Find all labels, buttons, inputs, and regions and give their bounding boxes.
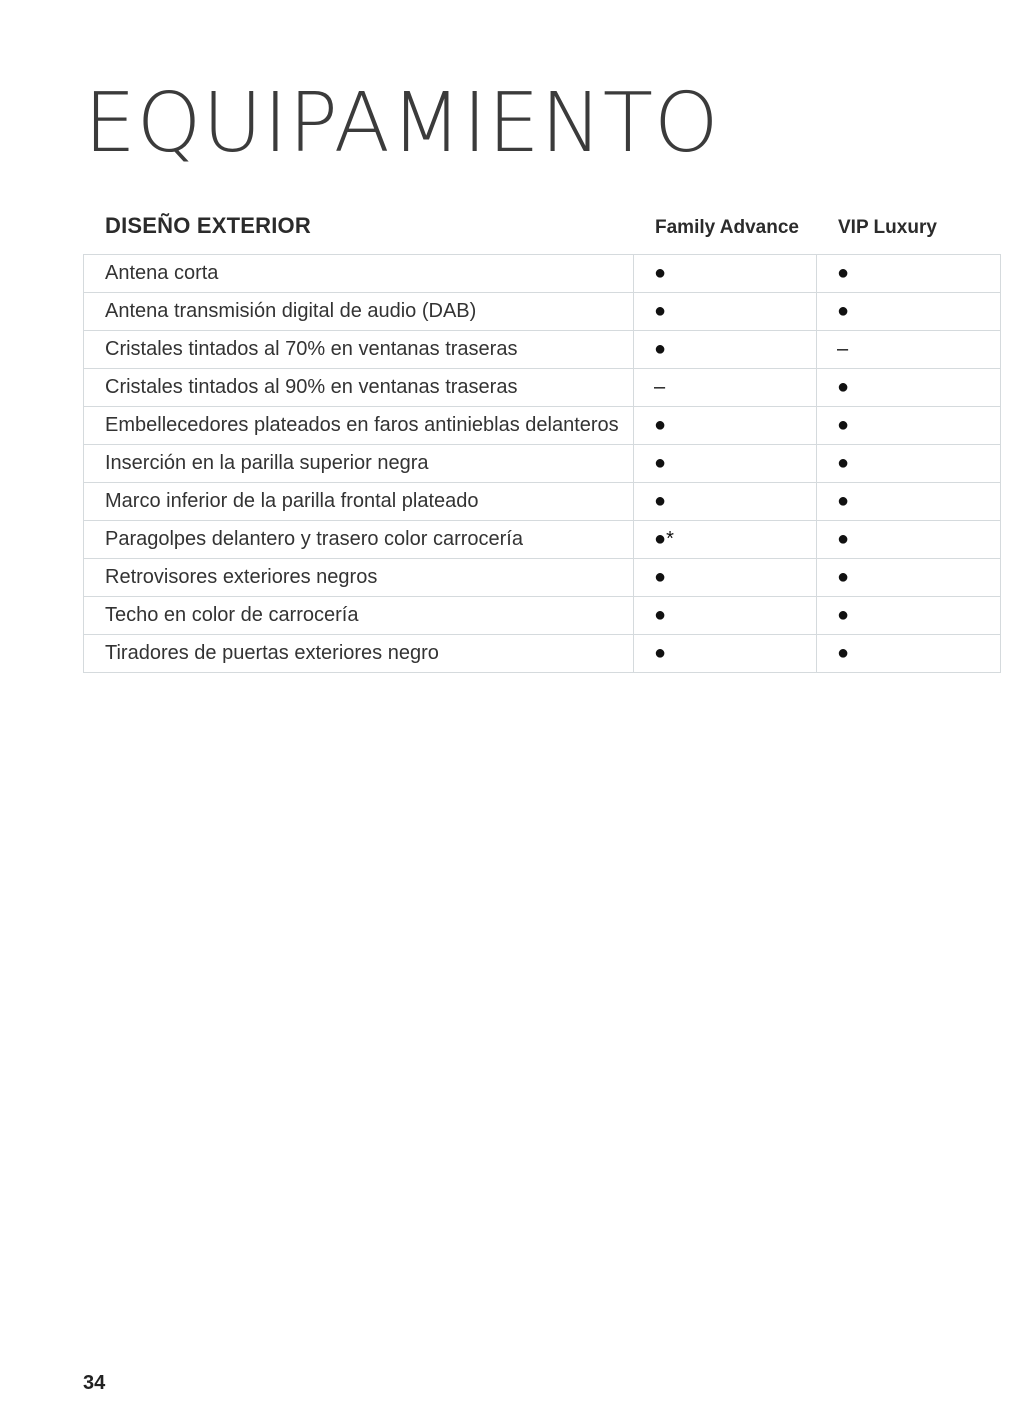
- vip-luxury-cell: ●: [817, 293, 1001, 331]
- page-number: 34: [83, 1372, 106, 1394]
- family-advance-cell: ●: [634, 445, 817, 483]
- family-advance-cell: ●: [634, 559, 817, 597]
- table-row: [84, 635, 1001, 673]
- equipment-table: [83, 254, 1001, 673]
- family-advance-cell: ●: [634, 407, 817, 445]
- table-row: [84, 445, 1001, 483]
- family-advance-cell: ●: [634, 255, 817, 293]
- family-advance-cell: ●: [634, 331, 817, 369]
- feature-cell: Inserción en la parilla superior negra: [84, 445, 634, 483]
- feature-cell: Tiradores de puertas exteriores negro: [84, 635, 634, 673]
- feature-cell: Cristales tintados al 70% en ventanas traseras: [84, 331, 634, 369]
- table-row: [84, 293, 1001, 331]
- vip-luxury-cell: –: [817, 331, 1001, 369]
- table-row: [84, 597, 1001, 635]
- feature-cell: Antena corta: [84, 255, 634, 293]
- table-row: [84, 369, 1001, 407]
- table-header: [84, 210, 1000, 250]
- feature-cell: Retrovisores exteriores negros: [84, 559, 634, 597]
- vip-luxury-cell: ●: [817, 407, 1001, 445]
- family-advance-cell: ●: [634, 293, 817, 331]
- feature-cell: Cristales tintados al 90% en ventanas traseras: [84, 369, 634, 407]
- vip-luxury-cell: ●: [817, 369, 1001, 407]
- family-advance-cell: ●: [634, 483, 817, 521]
- vip-luxury-cell: ●: [817, 597, 1001, 635]
- family-advance-cell: ●: [634, 635, 817, 673]
- table-row: [84, 483, 1001, 521]
- column-header-family-advance: Family Advance: [655, 217, 799, 238]
- page-title: EQUIPAMIENTO: [84, 76, 720, 171]
- feature-cell: Marco inferior de la parilla frontal plateado: [84, 483, 634, 521]
- feature-cell: Techo en color de carrocería: [84, 597, 634, 635]
- table-row: [84, 331, 1001, 369]
- vip-luxury-cell: ●: [817, 445, 1001, 483]
- column-header-vip-luxury: VIP Luxury: [838, 217, 937, 238]
- table-row: [84, 559, 1001, 597]
- family-advance-cell: ●: [634, 597, 817, 635]
- table-row: [84, 521, 1001, 559]
- section-title: DISEÑO EXTERIOR: [105, 213, 311, 238]
- feature-cell: Paragolpes delantero y trasero color carrocería: [84, 521, 634, 559]
- family-advance-cell: –: [634, 369, 817, 407]
- vip-luxury-cell: ●: [817, 521, 1001, 559]
- vip-luxury-cell: ●: [817, 559, 1001, 597]
- vip-luxury-cell: ●: [817, 255, 1001, 293]
- family-advance-cell: ●*: [634, 521, 817, 559]
- vip-luxury-cell: ●: [817, 635, 1001, 673]
- vip-luxury-cell: ●: [817, 483, 1001, 521]
- table-row: [84, 255, 1001, 293]
- feature-cell: Embellecedores plateados en faros antinieblas delanteros: [84, 407, 634, 445]
- table-row: [84, 407, 1001, 445]
- feature-cell: Antena transmisión digital de audio (DAB): [84, 293, 634, 331]
